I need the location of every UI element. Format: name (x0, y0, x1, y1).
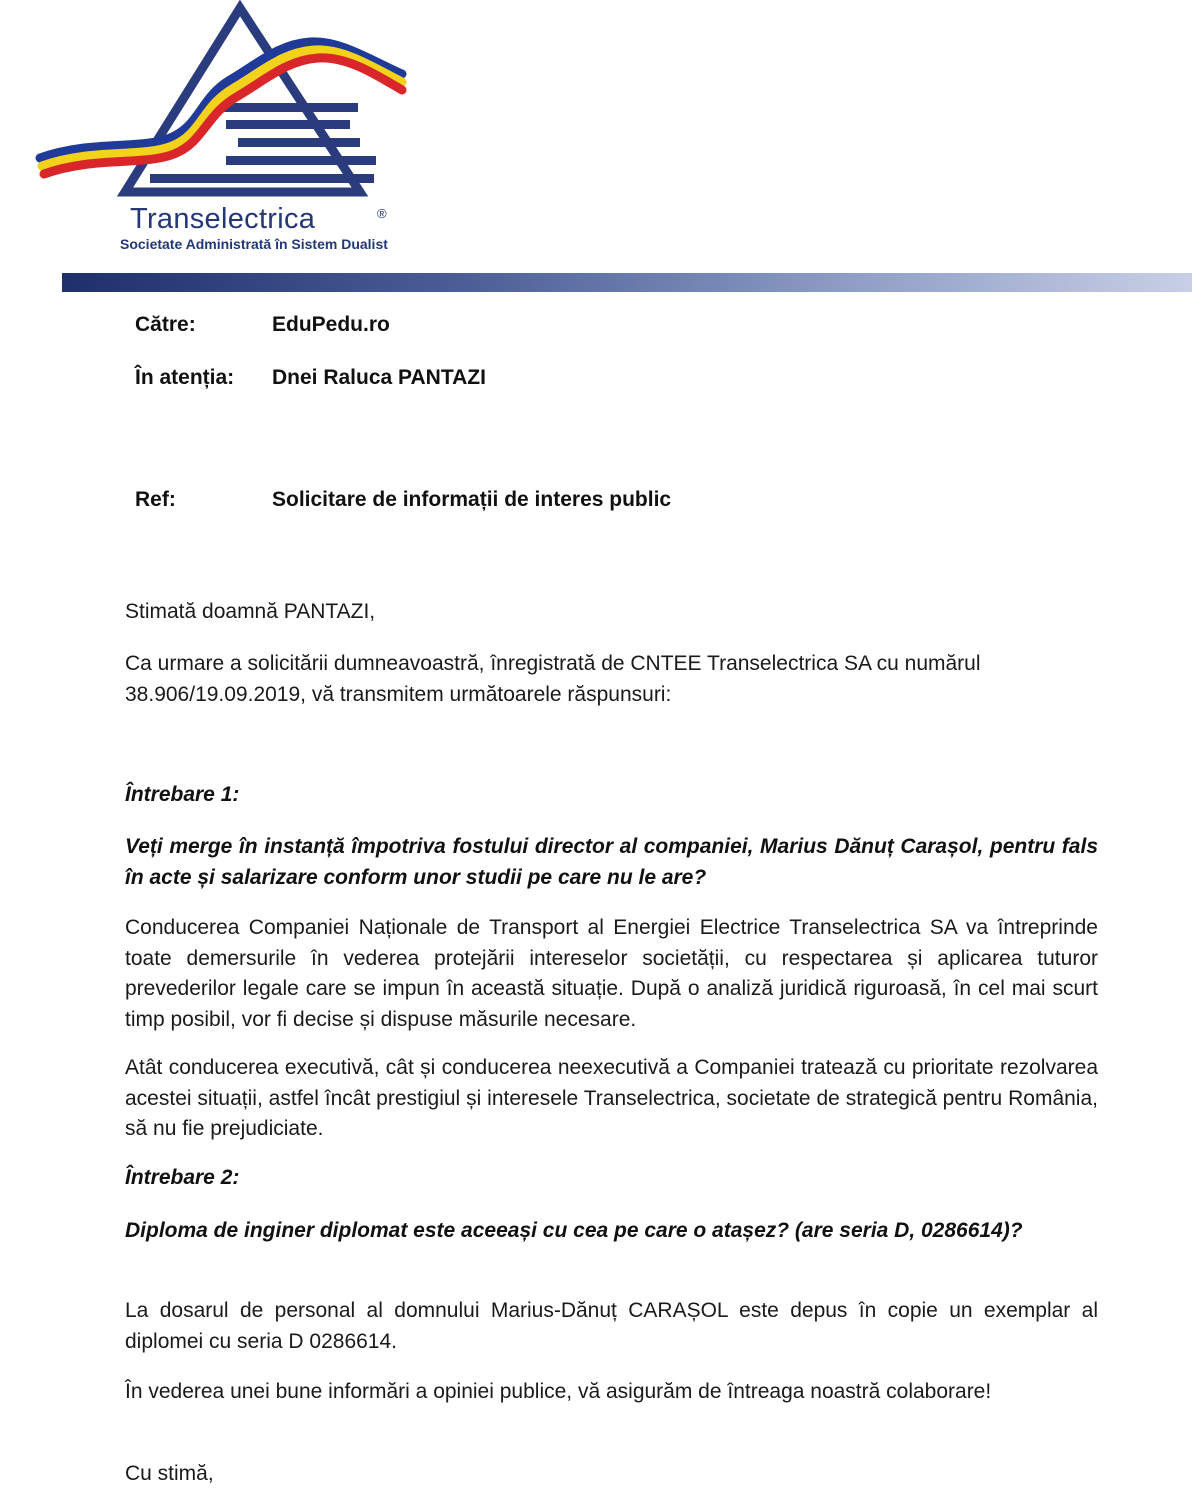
question-2-text: Diploma de inginer diplomat este aceeași cu cea pe care o atașez? (are seria D, 0286614)? (125, 1219, 1023, 1242)
question-1-text: Veți merge în instanță împotriva fostului director al companiei, Marius Dănuț Carașol, pentru fals în acte și salarizare conform unor studii pe care nu le are? (125, 835, 1098, 889)
to-value: EduPedu.ro (272, 313, 390, 336)
answer-2-paragraph: La dosarul de personal al domnului Marius-Dănuț CARAȘOL este depus în copie un exemplar al diplomei cu seria D 0286614. (125, 1299, 1098, 1353)
attention-value: Dnei Raluca PANTAZI (272, 366, 486, 389)
greeting: Stimată doamnă PANTAZI, (125, 600, 376, 623)
reference-label: Ref: (135, 488, 176, 511)
header-gradient-bar (62, 273, 1192, 292)
sign-off: Cu stimă, (125, 1462, 214, 1485)
brand-name: Transelectrica (130, 203, 316, 235)
closing-paragraph: În vederea unei bune informări a opiniei publice, vă asigurăm de întreaga noastră colaborare! (125, 1380, 992, 1403)
brand-tagline: Societate Administrată în Sistem Dualist (120, 236, 388, 252)
answer-1-paragraph-2: Atât conducerea executivă, cât și conducerea neexecutivă a Companiei tratează cu prioritate rezolvarea acestei situații, astfel încât prestigiul și interesele Transelectrica, societate de strategică pentru România, să nu fie prejudiciate. (125, 1056, 1098, 1140)
question-1-heading: Întrebare 1: (125, 783, 240, 806)
answer-1-paragraph-1: Conducerea Companiei Naționale de Transport al Energiei Electrice Transelectrica SA va întreprinde toate demersurile în vederea protejării intereselor societății, cu respectarea și aplicarea tuturor prevederilor legale care se impun în această situație. După o analiză juridică riguroasă, în cel mai scurt timp posibil, vor fi decise și dispuse măsurile necesare. (125, 916, 1098, 1031)
intro-paragraph: Ca urmare a solicitării dumneavoastră, înregistrată de CNTEE Transelectrica SA cu numărul 38.906/19.09.2019, vă transmitem următoarele răspunsuri: (125, 652, 981, 706)
company-logo (30, 0, 410, 260)
transelectrica-logo-mark (30, 0, 410, 230)
registered-mark: ® (377, 206, 387, 221)
attention-label: În atenția: (135, 366, 235, 389)
reference-value: Solicitare de informații de interes public (272, 488, 672, 511)
question-2-heading: Întrebare 2: (125, 1166, 240, 1189)
to-label: Către: (135, 313, 196, 336)
